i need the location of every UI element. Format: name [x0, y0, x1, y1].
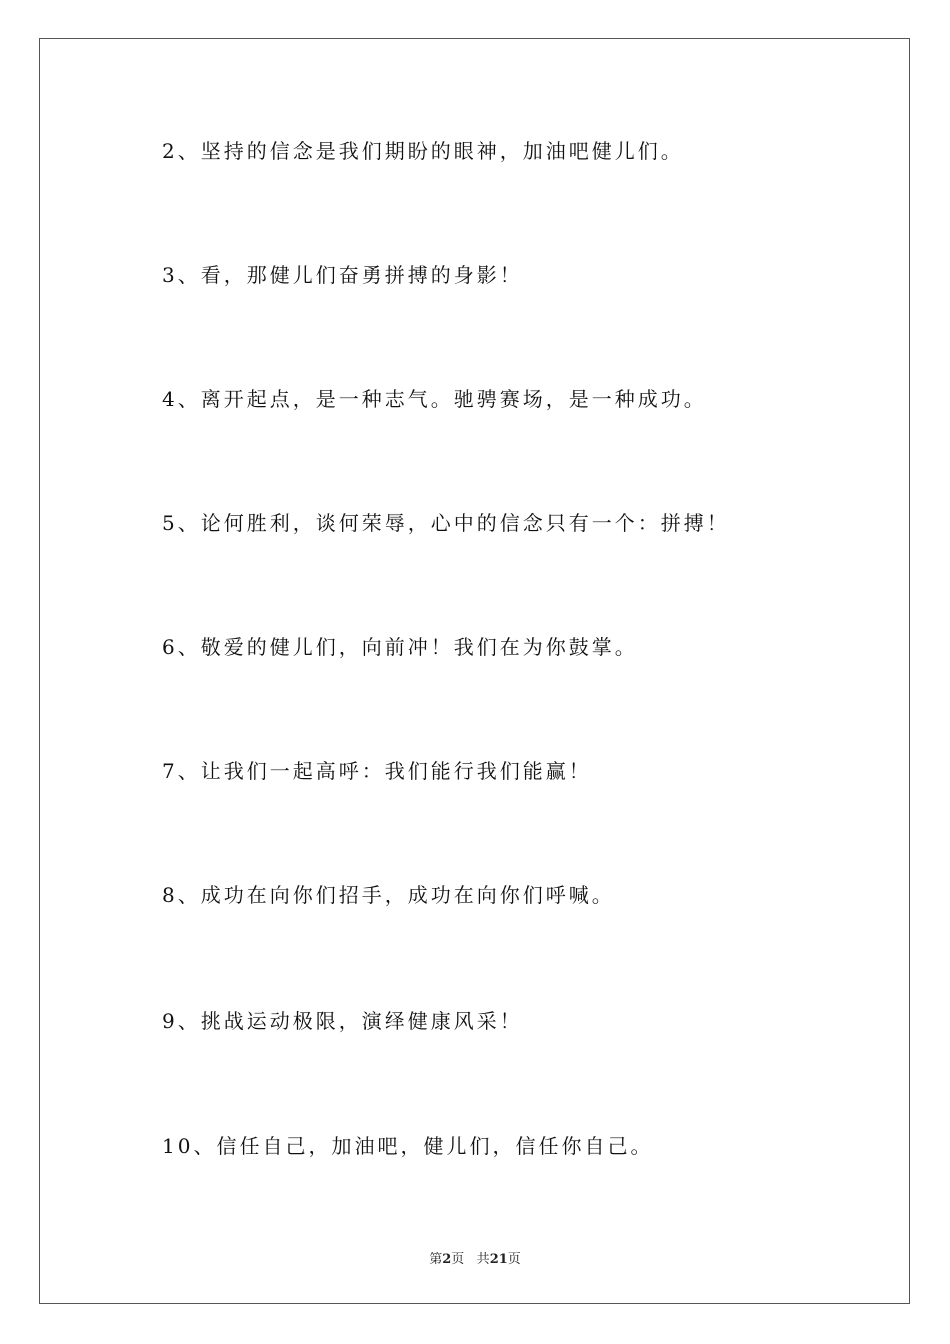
- slogan-line-8: 8、成功在向你们招手，成功在向你们呼喊。: [162, 883, 615, 907]
- footer-total-prefix: 共: [476, 1252, 490, 1267]
- footer-page-number: 2: [442, 1252, 452, 1267]
- slogan-line-4: 4、离开起点，是一种志气。驰骋赛场，是一种成功。: [162, 387, 707, 411]
- footer-page-prefix: 第: [429, 1252, 443, 1267]
- footer-total-suffix: 页: [507, 1252, 521, 1267]
- footer-page-suffix: 页: [451, 1252, 465, 1267]
- slogan-line-9: 9、挑战运动极限，演绎健康风采！: [162, 1009, 523, 1033]
- slogan-line-10: 10、信任自己，加油吧，健儿们，信任你自己。: [162, 1134, 654, 1158]
- slogan-line-5: 5、论何胜利，谈何荣辱，心中的信念只有一个：拼搏！: [162, 511, 730, 535]
- slogan-line-6: 6、敬爱的健儿们，向前冲！我们在为你鼓掌。: [162, 635, 638, 659]
- footer-total-pages: 21: [489, 1252, 508, 1267]
- slogan-line-2: 2、坚持的信念是我们期盼的眼神，加油吧健儿们。: [162, 139, 684, 163]
- slogan-line-3: 3、看，那健儿们奋勇拼搏的身影！: [162, 263, 523, 287]
- page-footer: [0, 1248, 950, 1267]
- page-border: [39, 38, 910, 1304]
- slogan-line-7: 7、让我们一起高呼：我们能行我们能赢！: [162, 759, 592, 783]
